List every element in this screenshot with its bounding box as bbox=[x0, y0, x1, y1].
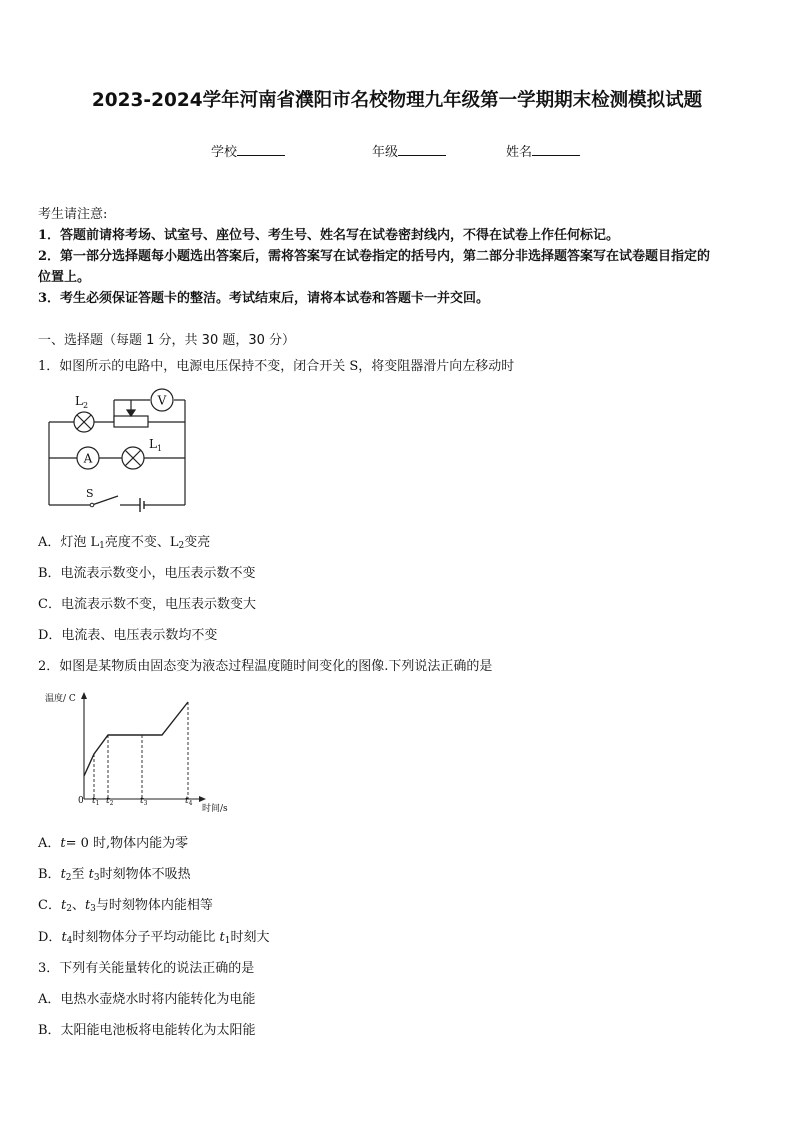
q3-stem: 3．下列有关能量转化的说法正确的是 bbox=[38, 961, 255, 976]
q2-option-d-pre: D． bbox=[38, 930, 62, 945]
q2-option-d-s2: 1 bbox=[224, 936, 231, 946]
tick-t3-sub: 3 bbox=[143, 800, 148, 807]
q1-circuit-diagram bbox=[40, 388, 200, 513]
q2-option-a-var: t bbox=[60, 836, 66, 851]
notice-item-2: 2．第一部分选择题每小题选出答案后，需将答案写在试卷指定的括号内，第二部分非选择题答案写在试卷题目指定的 bbox=[38, 249, 711, 264]
slider-arrow-icon bbox=[127, 400, 135, 416]
grade-label: 年级 bbox=[372, 145, 399, 160]
q2-option-b bbox=[38, 863, 191, 883]
school-field bbox=[211, 141, 285, 160]
notice-heading: 考生请注意: bbox=[38, 207, 108, 222]
notice-item-1: 1．答题前请将考场、试室号、座位号、考生号、姓名写在试卷密封线内，不得在试卷上作任何标记。 bbox=[38, 228, 620, 243]
q3-option-a: A．电热水壶烧水时将内能转化为电能 bbox=[38, 992, 256, 1007]
tick-t1-sub: 1 bbox=[95, 800, 100, 807]
tick-t3: t bbox=[140, 796, 144, 806]
q2-option-d-post: 时刻大 bbox=[230, 930, 270, 945]
q3-option-b: B．太阳能电池板将电能转化为太阳能 bbox=[38, 1023, 256, 1038]
notice-item-2-cont: 位置上。 bbox=[38, 270, 91, 285]
tick-t4: t bbox=[185, 796, 189, 806]
temperature-curve bbox=[84, 702, 188, 776]
q2-option-b-v2: t bbox=[88, 867, 94, 882]
svg-text:L2 bbox=[75, 394, 88, 410]
name-blank bbox=[532, 143, 580, 156]
q2-option-b-v1: t bbox=[60, 867, 66, 882]
voltmeter-label: V bbox=[157, 393, 167, 408]
q2-option-d-mid: 时刻物体分子平均动能比 bbox=[72, 930, 220, 945]
tick-t2-sub: 2 bbox=[109, 800, 114, 807]
q1-option-a bbox=[38, 531, 210, 551]
svg-text:t1 bbox=[92, 796, 99, 807]
lamp-l2-icon bbox=[74, 412, 94, 432]
graph-x-label: 时间/s bbox=[202, 804, 228, 814]
school-blank bbox=[237, 143, 285, 156]
lamp-l1-sub: 1 bbox=[156, 444, 163, 453]
q2-option-c bbox=[38, 894, 213, 914]
q2-option-b-mid: 至 bbox=[71, 867, 89, 882]
q1-option-a-post: 变亮 bbox=[184, 535, 211, 550]
q2-option-c-v2: t bbox=[84, 898, 91, 913]
graph-y-label: 温度/ C bbox=[45, 694, 76, 704]
grade-field bbox=[372, 141, 446, 160]
lamp-l1-label: L bbox=[149, 437, 157, 451]
grade-blank bbox=[398, 143, 446, 156]
rheostat-icon bbox=[114, 416, 148, 427]
q2-option-b-s1: 2 bbox=[65, 873, 72, 883]
q2-option-c-post: 与时刻物体内能相等 bbox=[95, 898, 213, 913]
lamp-l2-label: L bbox=[75, 394, 83, 408]
q2-option-d bbox=[38, 926, 270, 946]
svg-text:t4 bbox=[185, 796, 193, 807]
q2-option-d-v2: t bbox=[219, 930, 225, 945]
section-heading: 一、选择题（每题 1 分，共 30 题，30 分） bbox=[38, 333, 296, 348]
q2-option-a-pre: A． bbox=[38, 836, 61, 851]
q2-temperature-graph bbox=[40, 688, 240, 816]
ammeter-icon bbox=[77, 447, 99, 469]
lamp-l2-sub: 2 bbox=[82, 401, 89, 410]
x-axis-arrow-icon bbox=[199, 796, 206, 802]
q1-stem: 1．如图所示的电路中，电源电压保持不变，闭合开关 S，将变阻器滑片向左移动时 bbox=[38, 359, 515, 374]
q1-option-a-sub1: 1 bbox=[99, 541, 105, 551]
q2-option-c-pre: C． bbox=[38, 898, 61, 913]
y-axis-arrow-icon bbox=[81, 692, 87, 699]
svg-text:L1 bbox=[149, 437, 162, 453]
svg-text:t3 bbox=[140, 796, 148, 807]
lamp-l1-icon bbox=[122, 447, 144, 469]
q1-option-d: D．电流表、电压表示数均不变 bbox=[38, 628, 218, 643]
svg-text:t2 bbox=[106, 796, 114, 807]
voltmeter-icon bbox=[151, 389, 173, 411]
q2-option-a-post: = 0 时,物体内能为零 bbox=[65, 836, 189, 851]
q1-option-a-mid: 亮度不变、L bbox=[104, 535, 179, 550]
q1-option-b: B．电流表示数变小，电压表示数不变 bbox=[38, 566, 256, 581]
graph-origin: 0 bbox=[78, 796, 84, 806]
q2-option-c-v1: t bbox=[60, 898, 67, 913]
tick-t2: t bbox=[106, 796, 110, 806]
tick-t4-sub: 4 bbox=[188, 800, 193, 807]
q2-option-b-post: 时刻物体不吸热 bbox=[99, 867, 191, 882]
q2-option-a bbox=[38, 832, 188, 851]
q2-stem: 2．如图是某物质由固态变为液态过程温度随时间变化的图像.下列说法正确的是 bbox=[38, 659, 493, 674]
q1-option-c: C．电流表示数不变，电压表示数变大 bbox=[38, 597, 256, 612]
page-title: 2023-2024学年河南省濮阳市名校物理九年级第一学期期末检测模拟试题 bbox=[91, 90, 703, 111]
q2-option-c-mid: 、 bbox=[71, 898, 85, 913]
tick-t1: t bbox=[92, 796, 96, 806]
q2-option-d-s1: 4 bbox=[66, 936, 73, 946]
switch-label: S bbox=[86, 487, 94, 500]
ammeter-label: A bbox=[83, 451, 93, 466]
q2-option-b-pre: B． bbox=[38, 867, 61, 882]
notice-item-3: 3．考生必须保证答题卡的整洁。考试结束后，请将本试卷和答题卡一并交回。 bbox=[38, 291, 490, 306]
q2-option-c-s1: 2 bbox=[66, 904, 72, 914]
school-label: 学校 bbox=[211, 145, 238, 160]
name-label: 姓名 bbox=[506, 145, 533, 160]
q1-option-a-sub2: 2 bbox=[178, 541, 185, 551]
q1-option-a-text: A．灯泡 L bbox=[38, 535, 100, 550]
name-field bbox=[506, 141, 580, 160]
switch-icon bbox=[90, 503, 94, 507]
battery-icon bbox=[140, 498, 144, 512]
q2-option-d-v1: t bbox=[61, 930, 67, 945]
q2-option-c-s2: 3 bbox=[90, 904, 96, 914]
q2-option-b-s2: 3 bbox=[93, 873, 100, 883]
